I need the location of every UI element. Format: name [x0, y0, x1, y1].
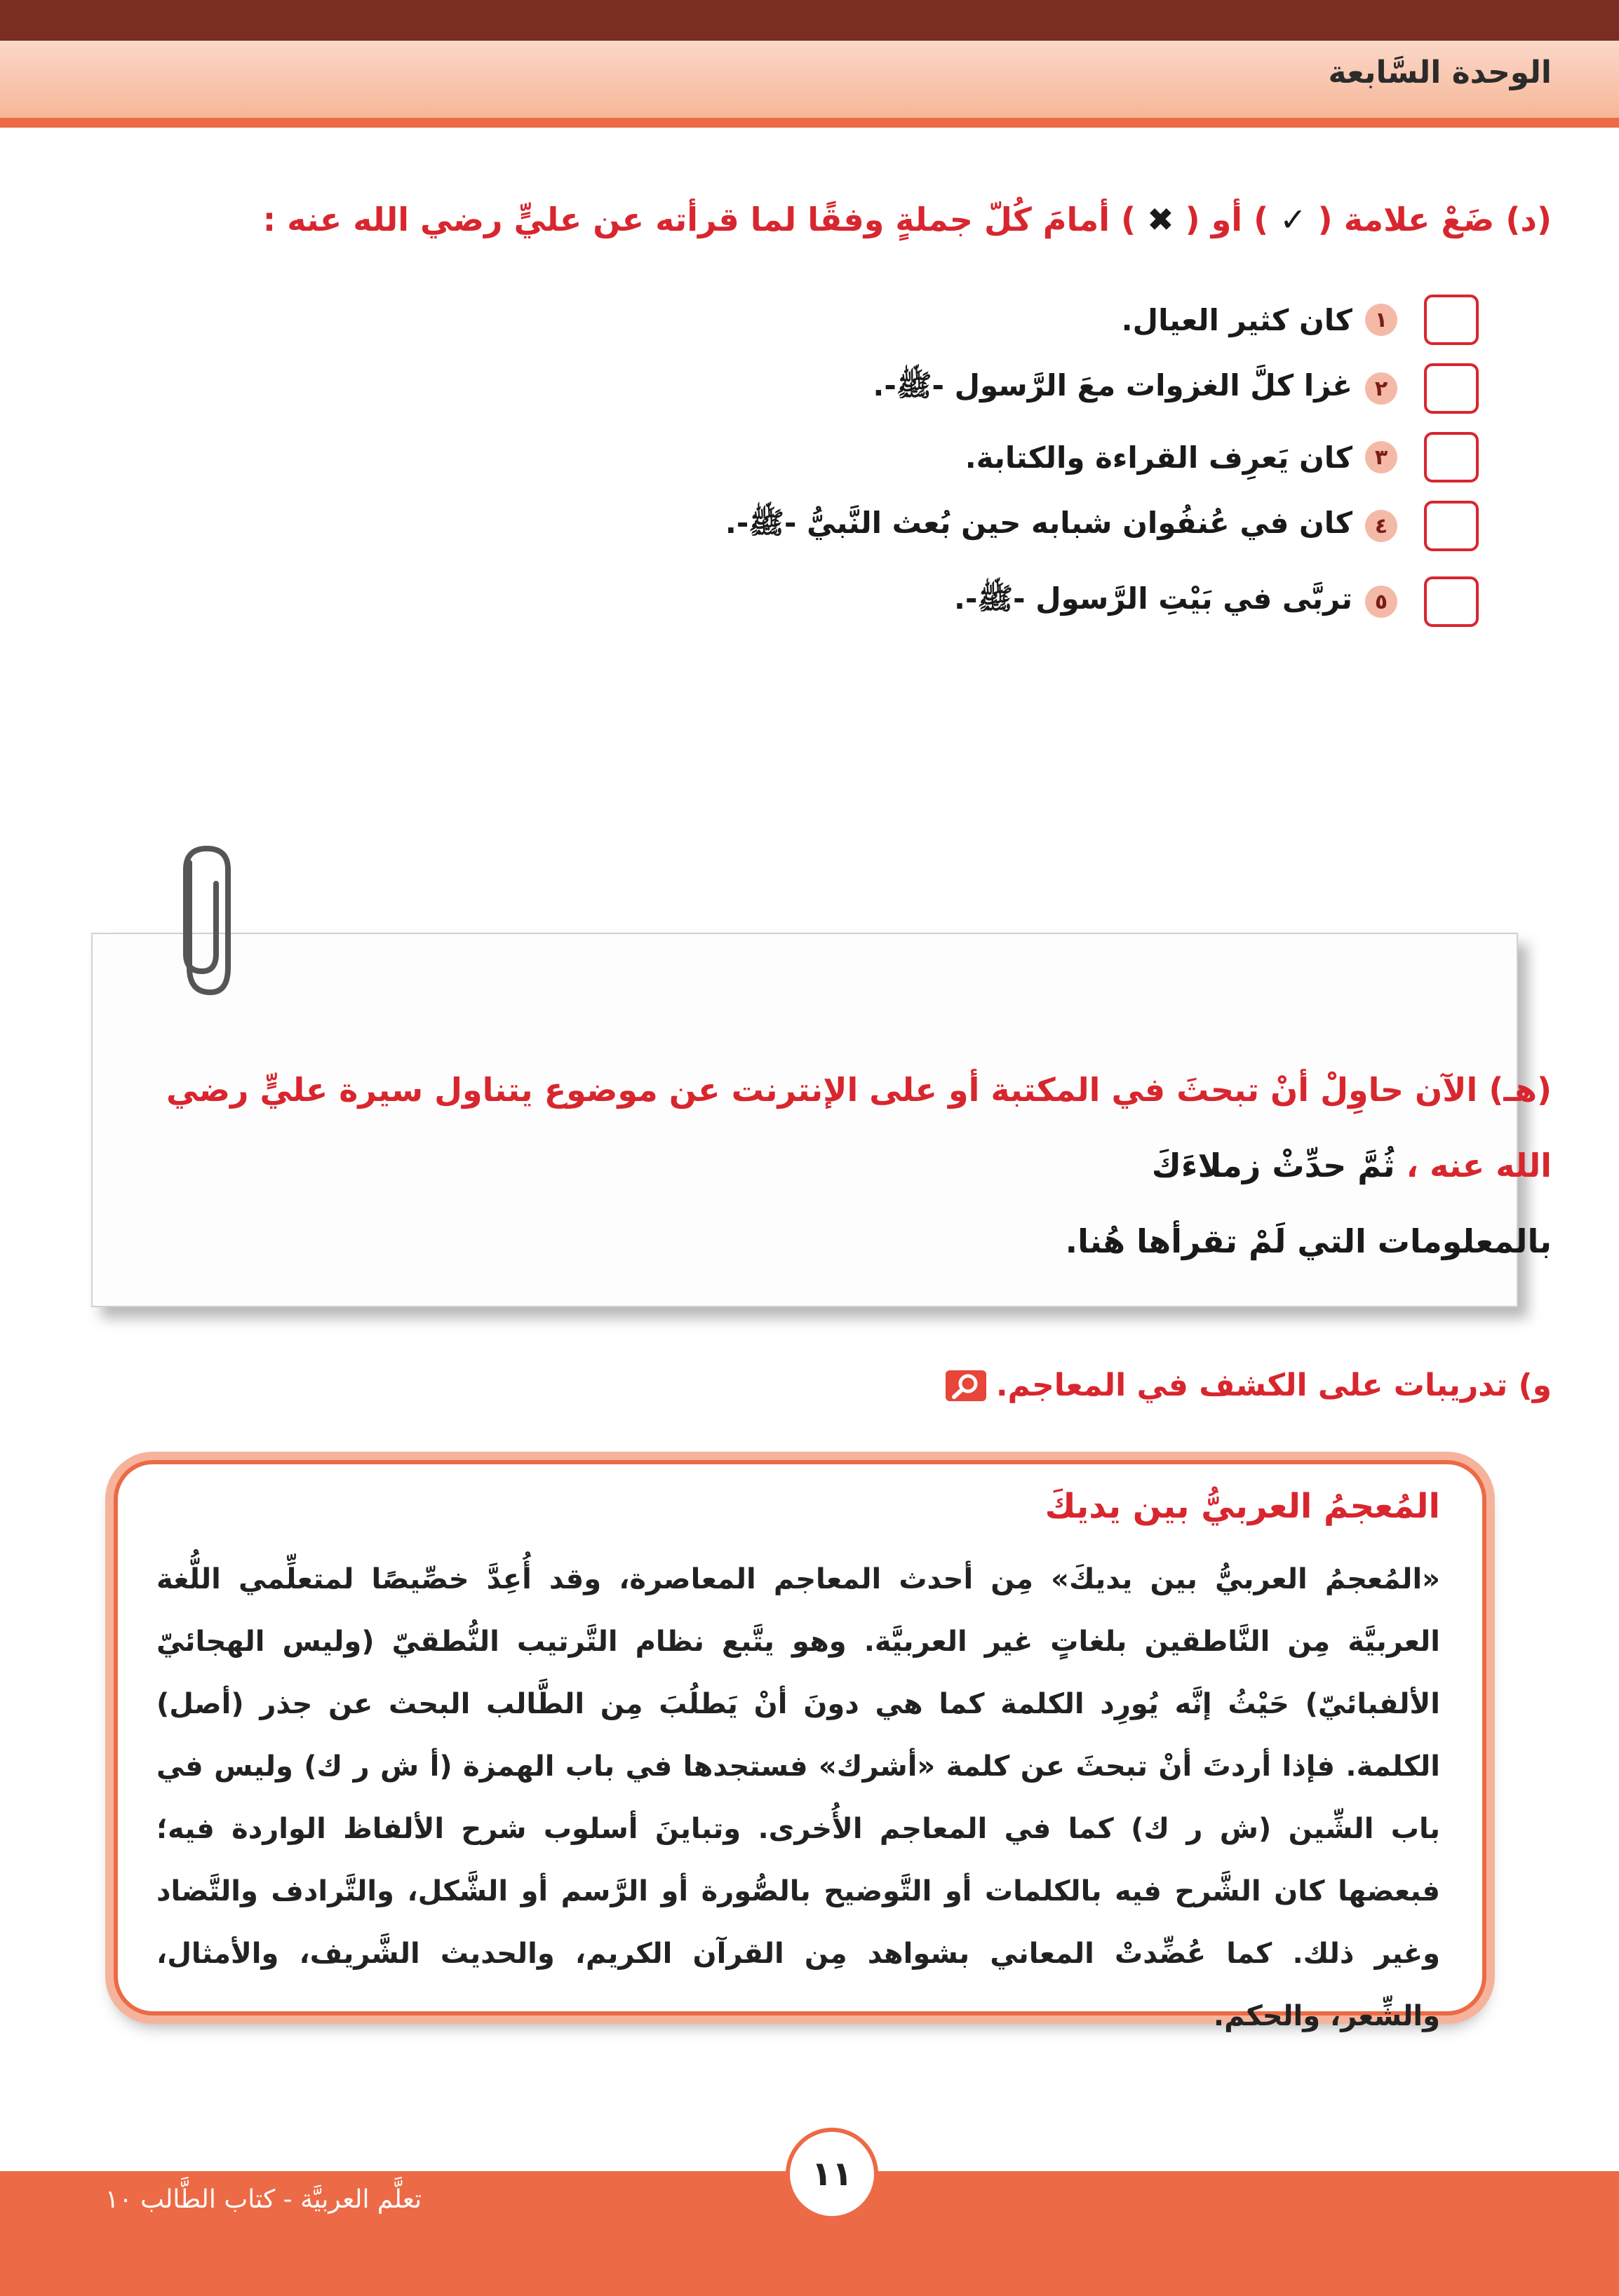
statement-number: ٢ — [1365, 372, 1397, 405]
answer-checkbox[interactable] — [1424, 295, 1479, 345]
statement-text: تربَّى في بَيْتِ الرَّسول -ﷺ-. — [954, 581, 1352, 616]
statement-row — [146, 498, 1479, 554]
unit-title: الوحدة السَّابعة — [1328, 55, 1552, 90]
answer-checkbox[interactable] — [1424, 432, 1479, 482]
statement-row — [146, 360, 1479, 417]
top-strip — [0, 0, 1619, 41]
question-h-line2: بالمعلومات التي لَمْ تقرأها هُنا. — [1065, 1222, 1552, 1260]
statement-number: ٥ — [1365, 586, 1397, 618]
dictionary-box — [114, 1460, 1486, 2032]
statement-text: كان في عُنفُوان شبابه حين بُعث النَّبيُّ -ﷺ-. — [725, 505, 1352, 540]
question-d — [79, 201, 1552, 238]
answer-checkbox[interactable] — [1424, 363, 1479, 414]
question-w — [946, 1368, 1552, 1403]
statement-row — [146, 429, 1479, 485]
dictionary-body: «المُعجمُ العربيُّ بين يديكَ» مِن أحدث المعاجم المعاصرة، وقد أُعِدَّ خصِّيصًا لمتعلِّمي اللُّغة العربيَّة مِن النَّاطقين بلغاتٍ غير العربيَّة. وهو يتَّبع نظام التَّرتيب النُّطقيّ (وليس الهجائيّ الألفبائيّ) حَيْثُ إنَّه يُورِد الكلمة كما هي دونَ أنْ يَطلُبَ مِن الطَّالب البحث عن جذر (أصل) الكلمة. فإذا أردتَ أنْ تبحثَ عن كلمة «أشرك» فستجدها في باب الهمزة (أ ش ر ك) وليس في باب الشِّين (ش ر ك) كما في المعاجم الأُخرى. وتباينَ أسلوب شرح الألفاظ الواردة فيه؛ فبعضها كان الشَّرح فيه بالكلمات أو التَّوضيح بالصُّورة أو الرَّسم أو الشَّكل، والتَّرادف والتَّضاد وغير ذلك. كما عُضِّدتْ المعاني بشواهد مِن القرآن الكريم، والحديث الشَّريف، والأمثال، والشِّعر، والحكم. — [156, 1563, 1440, 2032]
question-h — [149, 1052, 1552, 1279]
magnifier-icon — [946, 1370, 986, 1401]
question-h-continuation: ثُمَّ حدِّثْ زملاءَكَ — [1151, 1147, 1406, 1184]
statement-number: ٣ — [1365, 441, 1397, 473]
statement-text: غزا كلَّ الغزوات معَ الرَّسول -ﷺ-. — [873, 367, 1352, 403]
check-mark-icon: ✓ — [1279, 201, 1307, 238]
statement-text: كان يَعرِف القراءة والكتابة. — [965, 440, 1352, 475]
statement-number: ١ — [1365, 304, 1397, 336]
question-w-label: و) تدريبات على الكشف في المعاجم. — [995, 1368, 1552, 1403]
question-h-text: (هـ) الآن حاوِلْ أنْ تبحثَ في المكتبة أو على الإنترنت عن موضوع يتناول سيرة عليٍّ رضي الله عنه ، — [166, 1071, 1552, 1184]
question-d-suffix: ) أمامَ كُلّ جملةٍ وفقًا لما قرأته عن عليٍّ رضي الله عنه : — [262, 201, 1136, 238]
statement-number: ٤ — [1365, 510, 1397, 542]
cross-mark-icon: ✖ — [1147, 201, 1174, 238]
page-number: ١١ — [786, 2128, 878, 2220]
question-d-prefix: (د) ضَعْ علامة ( — [1317, 201, 1552, 238]
paperclip-icon — [161, 842, 239, 1003]
dictionary-title: المُعجمُ العربيُّ بين يديكَ — [1044, 1487, 1440, 1526]
statement-text: كان كثير العيال. — [1121, 302, 1352, 337]
statement-row — [146, 292, 1479, 348]
footer-book-title: تعلَّم العربيَّة - كتاب الطَّالب ١٠ — [105, 2185, 422, 2214]
statement-row — [146, 574, 1479, 630]
question-d-middle: ) أو ( — [1185, 201, 1269, 238]
answer-checkbox[interactable] — [1424, 576, 1479, 627]
answer-checkbox[interactable] — [1424, 501, 1479, 551]
